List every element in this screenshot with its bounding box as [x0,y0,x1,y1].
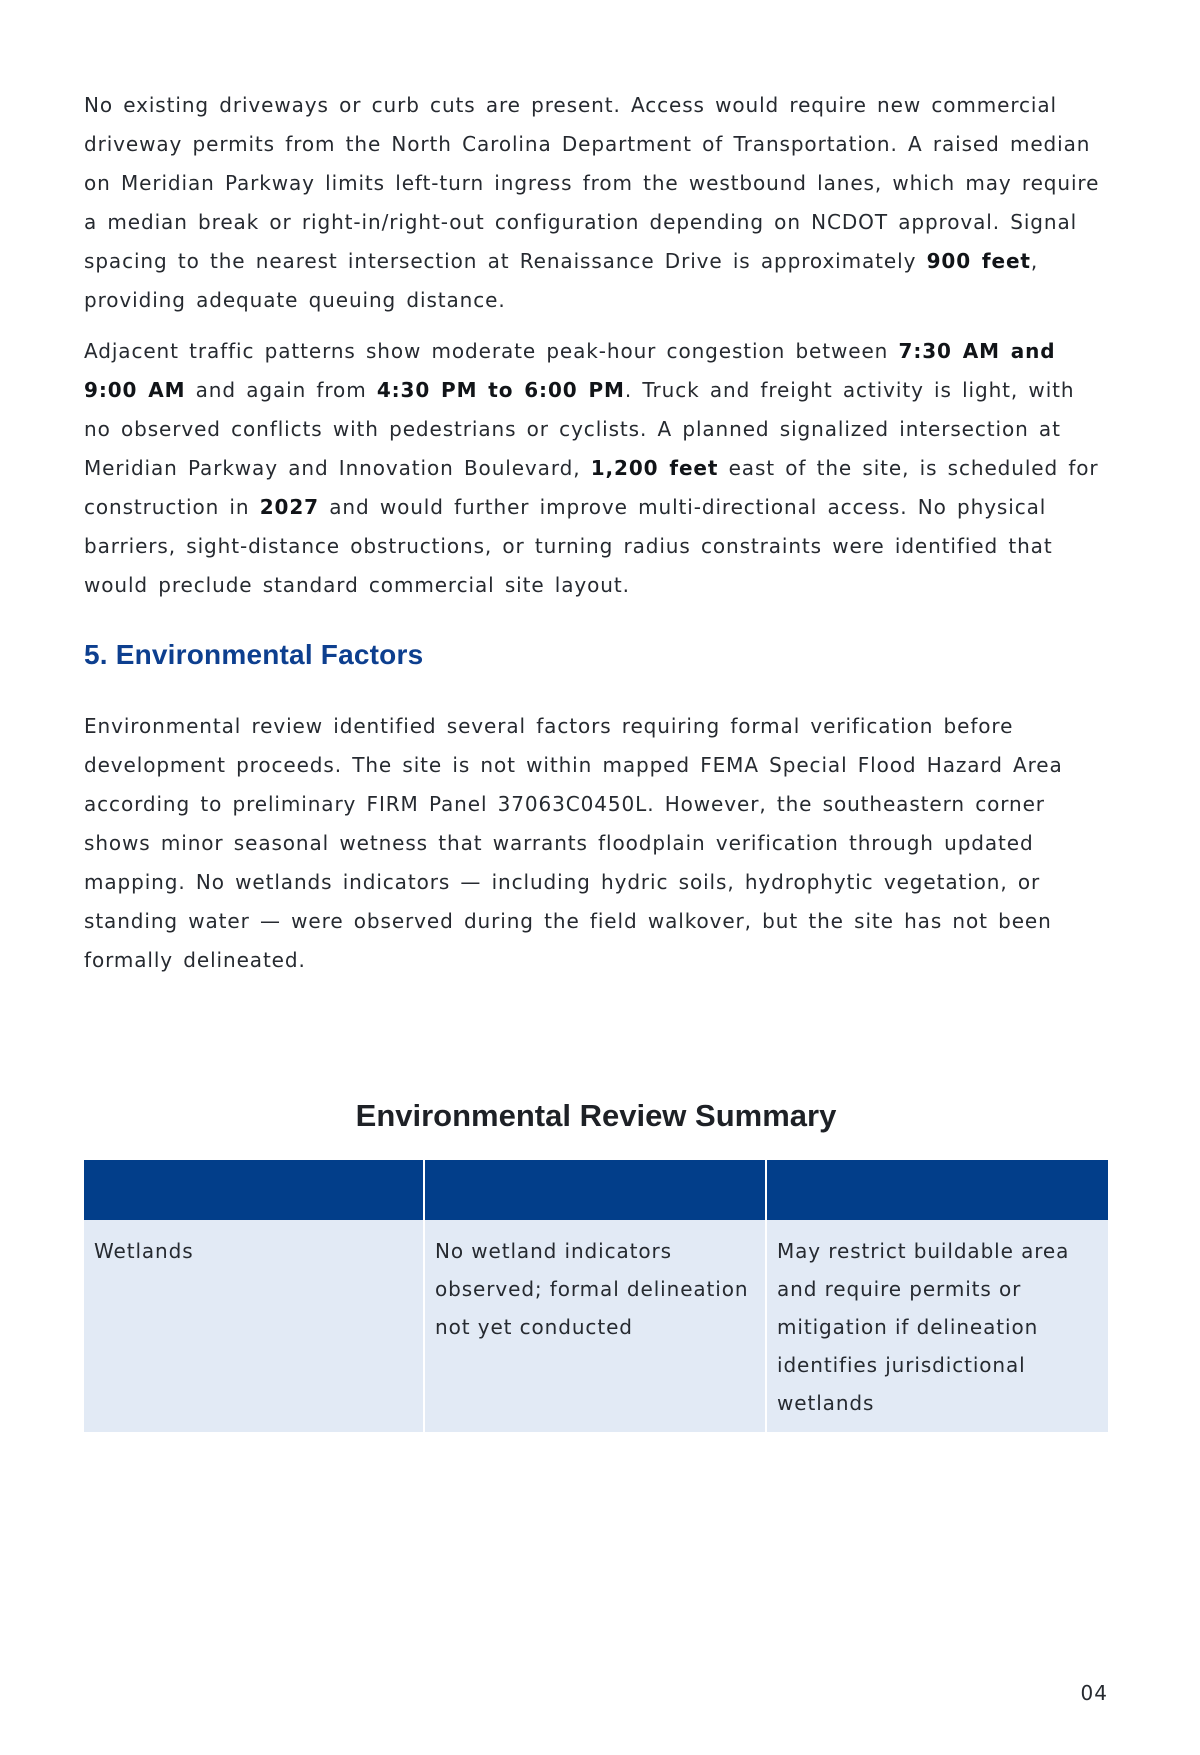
document-body [84,86,1108,992]
highlight-evening-peak: 4:30 PM to 6:00 PM [376,378,625,402]
table-cell-factor: Wetlands [84,1220,424,1432]
table-header-cell [766,1160,1108,1220]
paragraph-text: . Truck and freight activity is light, with no observed conflicts with pedestrians or cyclists. A planned signalized intersection at Meridian Parkway and Innovation Boulevard, [84,378,1075,480]
table-header-cell [424,1160,766,1220]
paragraph-text: No existing driveways or curb cuts are present. Access would require new commercial driveway permits from the North Carolina Department of Transportation. A raised median on Meridian Parkway limits left-turn ingress from the westbound lanes, which may require a median break or right-in/right-out configuration depending on NCDOT approval. Signal spacing to the nearest intersection at Renaissance Drive is approximately [84,93,1100,273]
paragraph-text: and would further improve multi-directional access. No physical barriers, sight-distance obstructions, or turning radius constraints were identified that would preclude standard commercial site layout. [84,495,1053,597]
paragraph-traffic-patterns [84,332,1108,605]
table-header-cell [84,1160,424,1220]
highlight-distance: 900 feet [926,249,1031,273]
paragraph-environmental-review: Environmental review identified several factors requiring formal verification before development proceeds. The site is not within mapped FEMA Special Flood Hazard Area according to preliminary FIRM Panel 37063C0450L. However, the southeastern corner shows minor seasonal wetness that warrants floodplain verification through updated mapping. No wetlands indicators — including hydric soils, hydrophytic vegetation, or standing water — were observed during the field walkover, but the site has not been formally delineated. [84,714,1063,972]
table-cell-implication: May restrict buildable area and require permits or mitigation if delineation identifies jurisdictional wetlands [766,1220,1108,1432]
paragraph-text: east of the site, is scheduled for construction in [84,456,1099,519]
section-heading: 5. Environmental Factors [84,639,424,670]
paragraph-text: Adjacent traffic patterns show moderate peak-hour congestion between [84,339,899,363]
table-title: Environmental Review Summary [355,1098,837,1133]
page-number: 04 [1080,1681,1108,1705]
paragraph-site-access [84,86,1108,320]
table-cell-finding: No wetland indicators observed; formal delineation not yet conducted [424,1220,766,1432]
highlight-intersection-distance: 1,200 feet [590,456,719,480]
environmental-review-table [84,1160,1108,1432]
table-header-row [84,1160,1108,1220]
table-row [84,1220,1108,1432]
highlight-morning-peak: 7:30 AM and 9:00 AM [84,339,1056,402]
paragraph-text: , providing adequate queuing distance. [84,249,1039,312]
highlight-construction-year: 2027 [259,495,319,519]
paragraph-text: and again from [185,378,377,402]
